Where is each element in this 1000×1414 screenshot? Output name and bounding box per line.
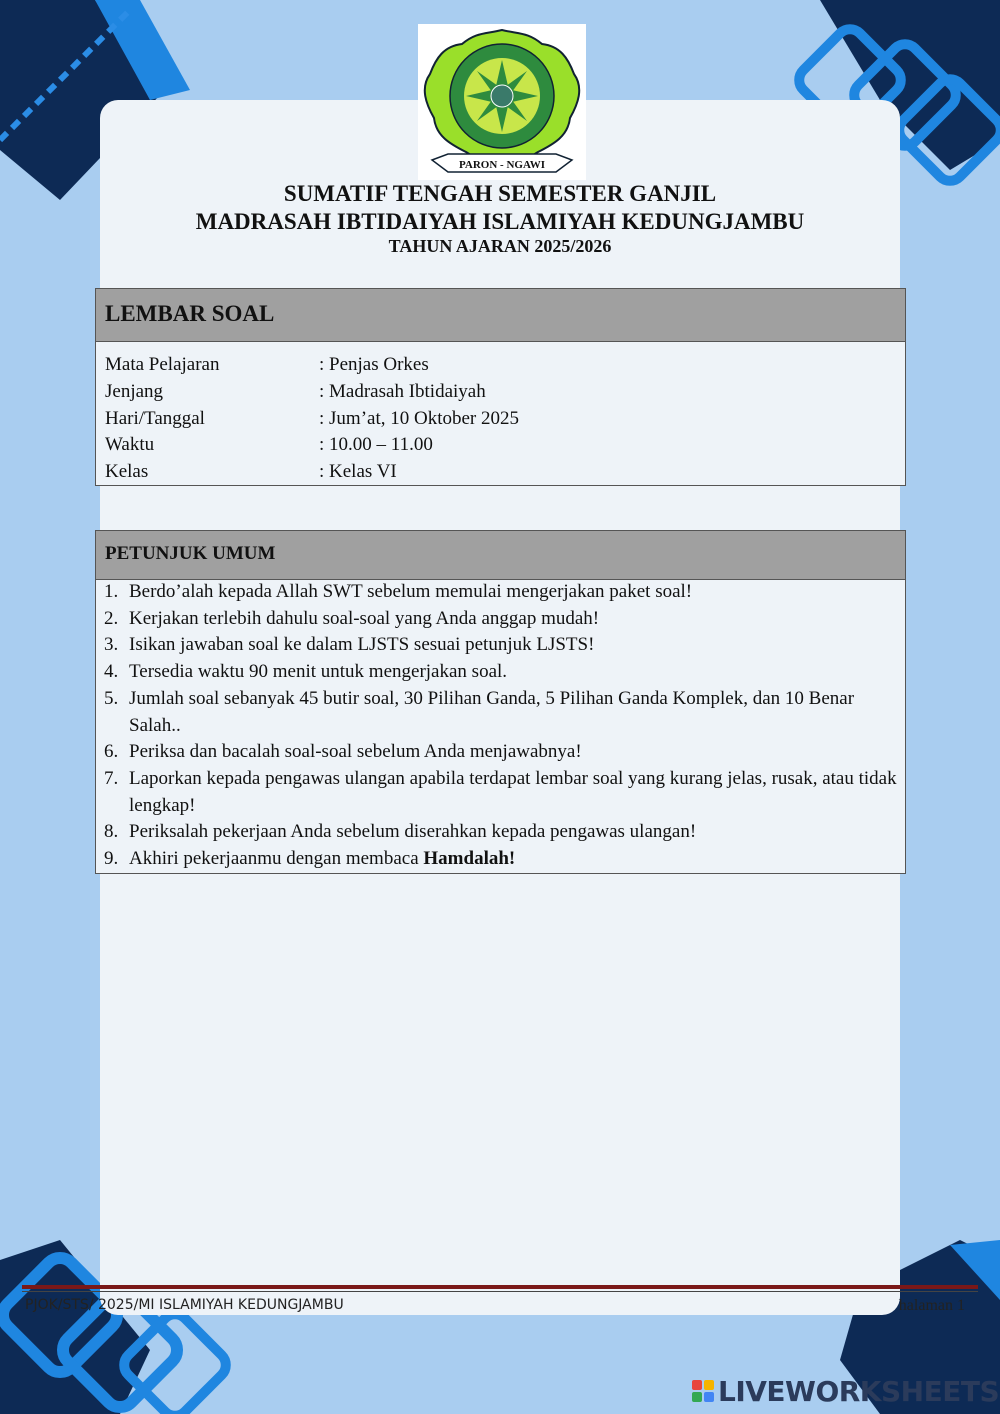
instructions-list — [104, 579, 900, 873]
footer-document-code: PJOK/STS/ 2025/MI ISLAMIYAH KEDUNGJAMBU — [25, 1297, 344, 1313]
info-row-class — [105, 458, 397, 485]
info-row-time — [105, 431, 433, 458]
document-title: SUMATIF TENGAH SEMESTER GANJIL — [283, 181, 717, 206]
item-number: 2. — [104, 607, 119, 629]
list-item — [104, 739, 900, 766]
school-logo — [418, 24, 586, 180]
instructions-heading: PETUNJUK UMUM — [96, 531, 905, 580]
info-row-subject — [105, 351, 429, 378]
item-text: Periksalah pekerjaan Anda sebelum diserahkan kepada pengawas ulangan! — [129, 821, 697, 843]
info-label: Hari/Tanggal — [105, 408, 205, 429]
item-emphasis: Hamdalah! — [423, 848, 516, 870]
instructions-box — [95, 530, 906, 874]
item-text: Isikan jawaban soal ke dalam LJSTS sesuai petunjuk LJSTS! — [129, 634, 595, 656]
list-item — [104, 606, 900, 633]
item-text: Berdo’alah kepada Allah SWT sebelum memulai mengerjakan paket soal! — [129, 581, 693, 602]
item-text: Laporkan kepada pengawas ulangan apabila terdapat lembar soal yang kurang jelas, rusak, atau tidak lengkap! — [129, 767, 897, 816]
info-value: : Jum’at, 10 Oktober 2025 — [319, 408, 520, 429]
academic-year: TAHUN AJARAN 2025/2026 — [388, 236, 612, 256]
list-item — [104, 819, 900, 846]
list-item — [104, 579, 900, 606]
exam-info-box — [95, 288, 906, 486]
item-number: 5. — [104, 687, 119, 709]
item-number: 4. — [104, 661, 119, 683]
item-text: Tersedia waktu 90 menit untuk mengerjakan soal. — [129, 661, 508, 683]
footer-rule — [22, 1285, 978, 1289]
item-text: Jumlah soal sebanyak 45 butir soal, 30 Pilihan Ganda, 5 Pilihan Ganda Komplek, dan 10 Benar Salah.. — [129, 687, 855, 736]
item-number: 3. — [104, 634, 119, 656]
footer-rule-thin — [22, 1291, 978, 1292]
school-name: MADRASAH IBTIDAIYAH ISLAMIYAH KEDUNGJAMBU — [195, 209, 805, 234]
item-number: 7. — [104, 767, 119, 789]
info-value: : 10.00 – 11.00 — [319, 434, 433, 455]
exam-info-heading: LEMBAR SOAL — [96, 289, 905, 342]
list-item — [104, 632, 900, 659]
info-label: Mata Pelajaran — [105, 354, 220, 375]
item-text: Periksa dan bacalah soal-soal sebelum Anda menjawabnya! — [129, 741, 582, 763]
info-label: Kelas — [105, 461, 149, 482]
info-row-date — [105, 405, 519, 432]
item-text: Kerjakan terlebih dahulu soal-soal yang Anda anggap mudah! — [129, 607, 600, 629]
info-value: : Madrasah Ibtidaiyah — [319, 381, 486, 402]
list-item — [104, 686, 900, 739]
liveworksheets-icon — [692, 1380, 714, 1402]
item-text: Akhiri pekerjaanmu dengan membaca — [129, 848, 424, 870]
info-label: Waktu — [105, 434, 155, 455]
list-item — [104, 846, 900, 873]
list-item — [104, 766, 900, 819]
info-label: Jenjang — [105, 381, 164, 402]
svg-text:PARON - NGAWI: PARON - NGAWI — [459, 159, 545, 171]
info-value: : Penjas Orkes — [319, 354, 429, 375]
item-number: 6. — [104, 741, 119, 763]
footer-page-number: halaman 1 — [898, 1297, 965, 1314]
item-number: 1. — [104, 581, 119, 602]
liveworksheets-text: LIVEWORKSHEETS — [718, 1374, 1000, 1408]
info-row-level — [105, 378, 486, 405]
list-item — [104, 659, 900, 686]
school-logo-emblem — [418, 24, 586, 180]
info-value: : Kelas VI — [319, 461, 397, 482]
liveworksheets-watermark — [692, 1374, 999, 1408]
item-number: 9. — [104, 848, 119, 870]
item-number: 8. — [104, 821, 119, 843]
